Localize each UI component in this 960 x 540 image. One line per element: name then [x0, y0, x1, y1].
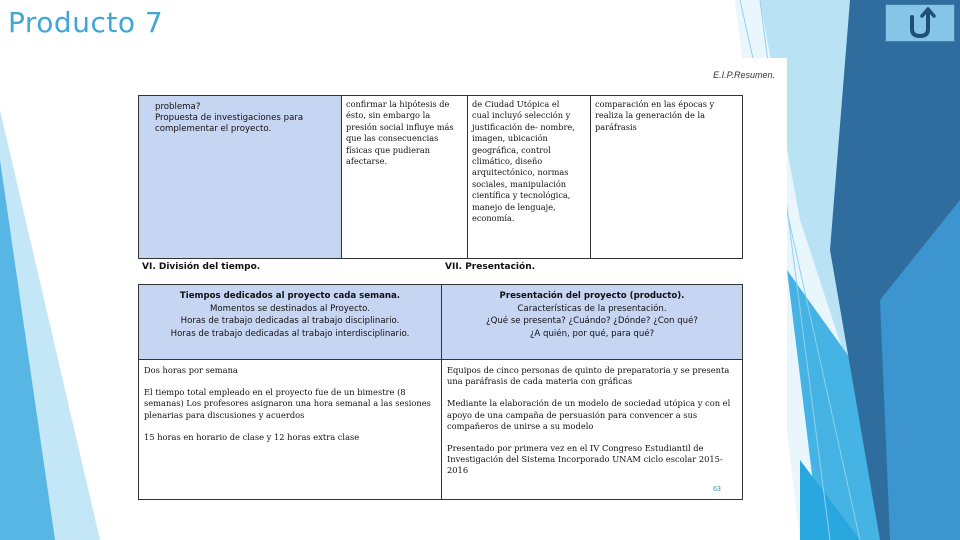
table-body-time	[139, 360, 441, 499]
header-line: ¿Qué se presenta? ¿Cuándo? ¿Dónde? ¿Con qué?	[486, 316, 698, 327]
section-heading-vi: VI. División del tiempo.	[142, 262, 261, 272]
cell-line: paráfrasis	[595, 121, 637, 132]
body-paragraph: 15 horas en horario de clase y 12 horas extra clase	[144, 431, 360, 442]
cell-line: comparación en las épocas y	[595, 99, 715, 109]
cell-line: arquitectónico, normas	[472, 167, 569, 178]
cell-line: geográfica, control	[472, 144, 551, 155]
header-line: Características de la presentación.	[517, 303, 667, 314]
body-paragraph: Dos horas por semana	[144, 365, 238, 375]
time-presentation-table	[138, 284, 743, 500]
cell-line: complementar el proyecto.	[155, 124, 272, 134]
cell-line: afectarse.	[346, 156, 388, 167]
body-paragraph: Presentado por primera vez en el IV Congreso Estudiantil de Investigación del Sistema Incorporado UNAM ciclo escolar 2015-2016	[447, 443, 723, 476]
document-header: E.I.P.Resumen.	[713, 70, 775, 80]
header-line: Momentos se destinados al Proyecto.	[209, 303, 371, 314]
cell-line: que las consecuencias	[346, 133, 439, 144]
document-page	[130, 58, 787, 540]
cell-line: cual incluyó selección y	[472, 110, 571, 121]
cell-line: de Ciudad Utópica el	[472, 99, 560, 109]
cell-line: climático, diseño	[472, 156, 543, 167]
cell-line: justificación de- nombre,	[472, 121, 575, 132]
body-paragraph: Equipos de cinco personas de quinto de preparatoria y se presenta una paráfrasis de cada materia con gráficas	[447, 365, 730, 387]
continued-table	[138, 95, 743, 259]
cell-line: imagen, ubicación	[472, 133, 548, 144]
cell-line: problema?	[155, 102, 201, 112]
table-cell-hypothesis	[342, 96, 468, 258]
table-cell-proposal	[139, 96, 342, 258]
back-button[interactable]	[885, 4, 955, 42]
header-line: Horas de trabajo dedicadas al trabajo disciplinario.	[180, 316, 400, 327]
cell-line: sociales, manipulación	[472, 178, 567, 189]
table-header-time	[139, 285, 442, 359]
cell-line: realiza la generación de la	[595, 110, 705, 121]
table-body-presentation	[442, 360, 742, 499]
header-line: Horas de trabajo dedicadas al trabajo interdisciplinario.	[170, 328, 410, 339]
page-number: 63	[713, 486, 721, 493]
cell-line: confirmar la hipótesis de	[346, 99, 450, 109]
cell-line: manejo de lenguaje,	[472, 201, 556, 212]
body-paragraph: El tiempo total empleado en el proyecto fue de un bimestre (8 semanas) Los profesores asignaron una hora semanal a las sesiones plenarias para discusiones y acuerdos	[144, 387, 431, 420]
body-paragraph: Mediante la elaboración de un modelo de sociedad utópica y con el apoyo de una campaña de persuasión para convencer a sus compañeros de unirse a su modelo	[447, 398, 731, 431]
cell-line: economía.	[472, 213, 515, 224]
u-turn-arrow-icon	[900, 7, 940, 39]
table-header-presentation	[442, 285, 742, 359]
cell-line: ésto, sin embargo la	[346, 110, 431, 121]
cell-line: presión social influye más	[346, 121, 454, 132]
header-line: ¿A quién, por qué, para qué?	[529, 328, 655, 339]
header-title: Tiempos dedicados al proyecto cada semana.	[179, 291, 401, 301]
section-heading-vii: VII. Presentación.	[445, 262, 536, 272]
section-labels	[142, 262, 742, 276]
cell-line: Propuesta de investigaciones para	[155, 113, 304, 123]
cell-line: científica y tecnológica,	[472, 190, 571, 201]
slide-title: Producto 7	[8, 6, 164, 39]
table-cell-comparison	[591, 96, 742, 258]
table-cell-utopian-city	[468, 96, 591, 258]
cell-line: físicas que pudieran	[346, 144, 430, 155]
header-title: Presentación del proyecto (producto).	[499, 291, 685, 301]
